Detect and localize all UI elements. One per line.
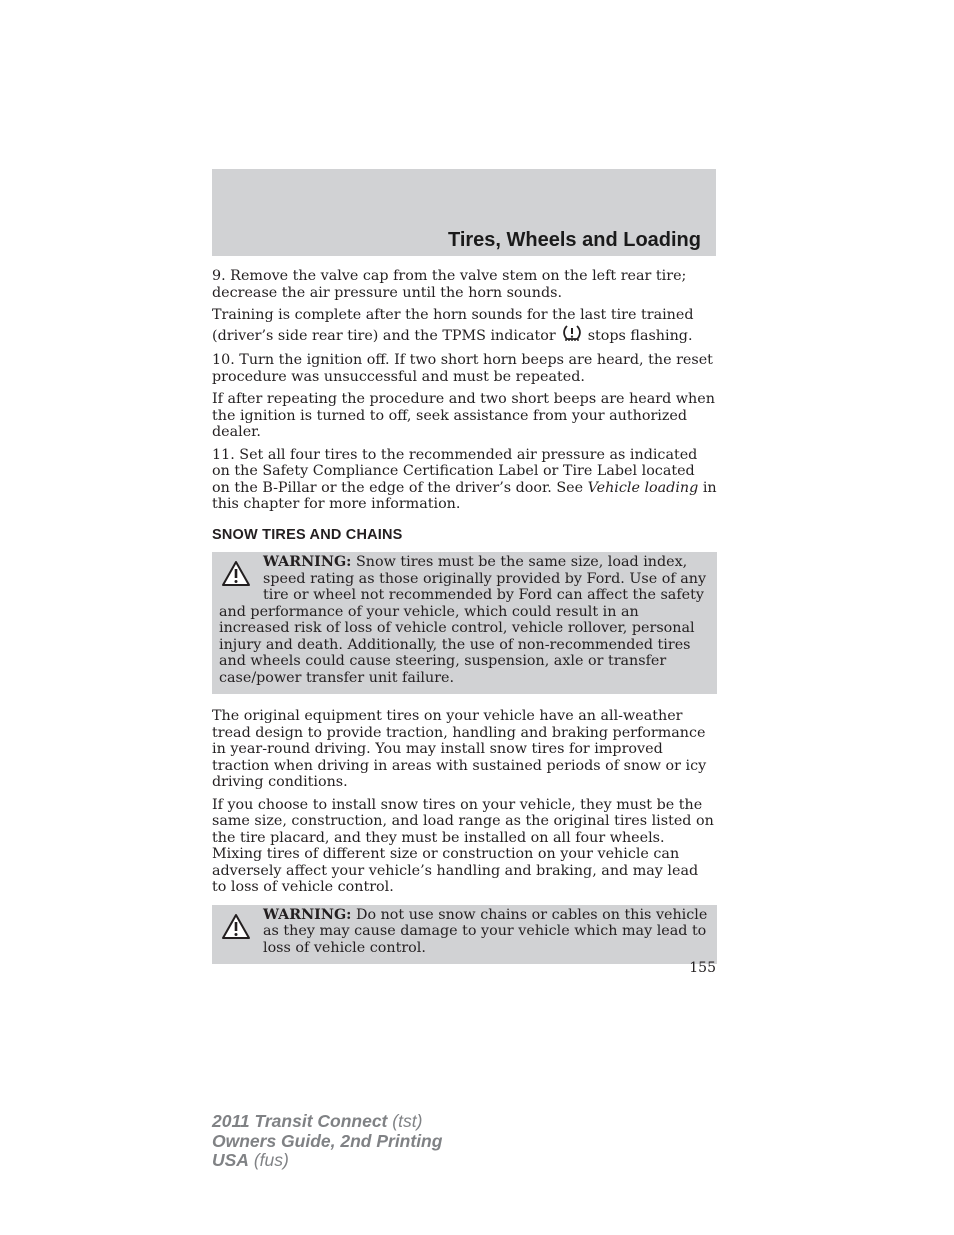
tpms-warning-icon <box>562 324 582 347</box>
footer-model: 2011 Transit Connect <box>212 1111 388 1131</box>
page-number: 155 <box>689 960 716 976</box>
footer-line-2: Owners Guide, 2nd Printing <box>212 1130 443 1151</box>
all-weather-paragraph: The original equipment tires on your vehicle have an all-weather tread design to provide traction, handling and braking performance in year-round driving. You may install snow tires for improved traction when driving in areas with sustained periods of snow or icy driving conditions. <box>212 708 707 790</box>
footer <box>212 1112 442 1171</box>
chapter-title: Tires, Wheels and Loading <box>447 229 701 251</box>
training-text-end: stops flashing. <box>587 327 693 344</box>
step-11-text: 11. Set all four tires to the recommended air pressure as indicated on the Safety Compliance Certification Label or Tire Label located on the B-Pillar or the edge of the driver’s door. See <box>212 446 698 496</box>
step-11-text-end: in this chapter for more information. <box>212 479 717 512</box>
training-text: Training is complete after the horn sounds for the last tire trained (driver’s side rear tire) and the TPMS indicator <box>212 307 694 344</box>
warning-label: WARNING: <box>263 554 352 570</box>
section-heading: SNOW TIRES AND CHAINS <box>212 526 403 543</box>
main-content <box>212 268 717 978</box>
footer-line-1 <box>212 1112 442 1132</box>
warning-box-snow-tires <box>212 552 717 694</box>
footer-market: USA <box>212 1150 249 1170</box>
footer-model-code: (tst) <box>392 1111 423 1131</box>
step-9: 9. Remove the valve cap from the valve stem on the left rear tire; decrease the air pressure until the horn sounds. <box>212 268 687 301</box>
snow-tires-paragraph: If you choose to install snow tires on your vehicle, they must be the same size, construction, and load range as the original tires listed on the tire placard, and they must be installed on all four wheels. Mixing tires of different size or construction on your vehicle can adversely affect your vehicle’s handling and braking, and may lead to loss of vehicle control. <box>212 796 714 895</box>
warning-label: WARNING: <box>263 906 352 923</box>
step-10: 10. Turn the ignition off. If two short horn beeps are heard, the reset procedure was unsuccessful and must be repeated. <box>212 352 713 385</box>
warning-triangle-icon <box>221 560 251 592</box>
footer-market-code: (fus) <box>253 1150 289 1170</box>
header-band <box>212 169 716 256</box>
footer-line-3 <box>212 1151 442 1171</box>
vehicle-loading-reference: Vehicle loading <box>587 479 699 496</box>
training-paragraph <box>212 307 717 346</box>
warning-text: Do not use snow chains or cables on this vehicle as they may cause damage to your vehicle which may lead to loss of vehicle control. <box>263 906 708 956</box>
warning-box-snow-chains <box>212 905 717 965</box>
warning-triangle-icon <box>221 913 251 945</box>
warning-text: Snow tires must be the same size, load index, speed rating as those originally provided by Ford. Use of any tire or wheel not recommended by Ford can affect the safety and performance of your vehicle, which could result in an increased risk of loss of vehicle control, vehicle rollover, personal injury and death. Additionally, the use of non-recommended tires and wheels could cause steering, suspension, axle or transfer case/power transfer unit failure. <box>219 554 707 686</box>
step-11 <box>212 447 717 513</box>
repeat-paragraph: If after repeating the procedure and two short beeps are heard when the ignition is turned to off, seek assistance from your authorized dealer. <box>212 391 715 440</box>
